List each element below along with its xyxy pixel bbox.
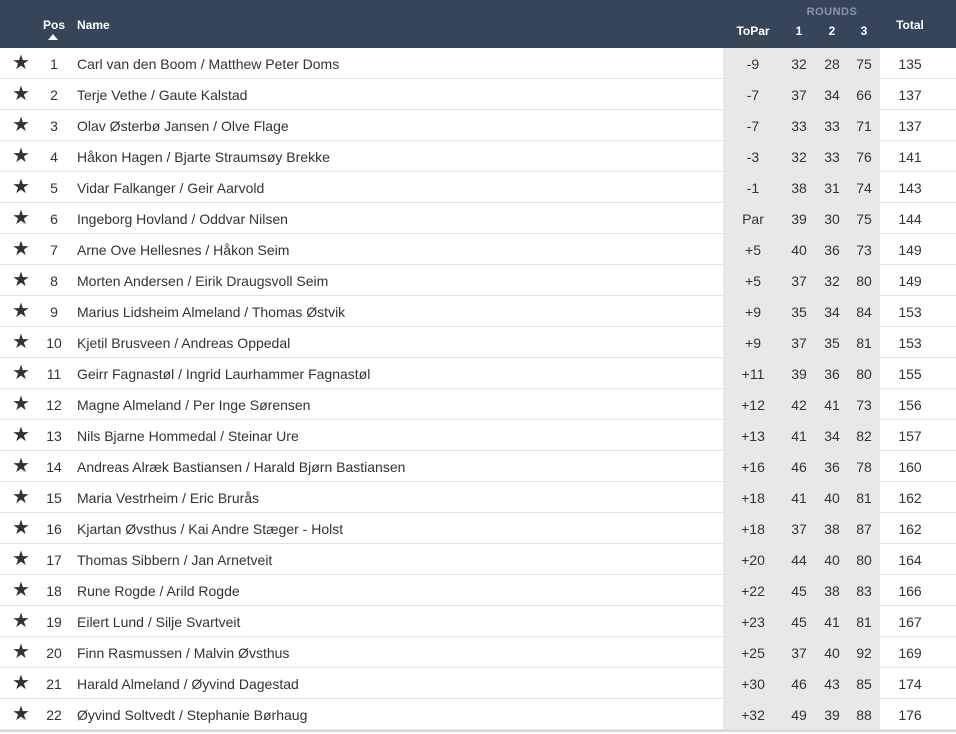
round-1-score-cell: 44 bbox=[791, 552, 807, 568]
total-score-cell: 137 bbox=[898, 87, 922, 103]
round-3-score-cell: 81 bbox=[856, 335, 872, 351]
round-1-score-cell: 32 bbox=[791, 149, 807, 165]
total-score-cell: 167 bbox=[898, 614, 922, 630]
round-1-score-cell: 42 bbox=[791, 397, 807, 413]
total-score-cell: 162 bbox=[898, 490, 922, 506]
position-cell: 6 bbox=[50, 211, 58, 227]
total-score-cell: 153 bbox=[898, 304, 922, 320]
table-row[interactable] bbox=[0, 234, 956, 265]
round-1-score-cell: 37 bbox=[791, 273, 807, 289]
round-3-score-cell: 75 bbox=[856, 211, 872, 227]
player-names-cell[interactable]: Nils Bjarne Hommedal / Steinar Ure bbox=[77, 428, 299, 444]
total-score-cell: 155 bbox=[898, 366, 922, 382]
round-2-score-cell: 36 bbox=[824, 366, 840, 382]
round-3-score-cell: 76 bbox=[856, 149, 872, 165]
star-icon[interactable]: ★ bbox=[12, 424, 30, 446]
star-icon[interactable]: ★ bbox=[12, 52, 30, 74]
round-3-score-cell: 73 bbox=[856, 242, 872, 258]
table-row[interactable] bbox=[0, 110, 956, 141]
total-score-cell: 143 bbox=[898, 180, 922, 196]
round-3-score-cell: 71 bbox=[856, 118, 872, 134]
round-2-score-cell: 32 bbox=[824, 273, 840, 289]
round-2-score-cell: 43 bbox=[824, 676, 840, 692]
table-row[interactable] bbox=[0, 606, 956, 637]
position-cell: 2 bbox=[50, 87, 58, 103]
position-cell: 10 bbox=[46, 335, 62, 351]
sort-ascending-arrow-icon[interactable] bbox=[48, 34, 58, 40]
round-1-score-cell: 37 bbox=[791, 87, 807, 103]
round-2-score-cell: 34 bbox=[824, 304, 840, 320]
player-names-cell[interactable]: Arne Ove Hellesnes / Håkon Seim bbox=[77, 242, 290, 258]
table-row[interactable] bbox=[0, 141, 956, 172]
player-names-cell[interactable]: Eilert Lund / Silje Svartveit bbox=[77, 614, 241, 630]
round-1-score-cell: 49 bbox=[791, 707, 807, 723]
table-body bbox=[0, 48, 956, 730]
player-names-cell[interactable]: Carl van den Boom / Matthew Peter Doms bbox=[77, 56, 340, 72]
round-3-score-cell: 78 bbox=[856, 459, 872, 475]
round-3-score-cell: 75 bbox=[856, 56, 872, 72]
star-icon[interactable]: ★ bbox=[12, 238, 30, 260]
to-par-cell: +9 bbox=[745, 304, 761, 320]
to-par-cell: +20 bbox=[741, 552, 765, 568]
total-score-cell: 149 bbox=[898, 242, 922, 258]
star-icon[interactable]: ★ bbox=[12, 486, 30, 508]
round-3-score-cell: 92 bbox=[856, 645, 872, 661]
column-header-round-2[interactable]: 2 bbox=[828, 24, 836, 38]
total-score-cell: 160 bbox=[898, 459, 922, 475]
to-par-cell: +16 bbox=[741, 459, 765, 475]
to-par-cell: +30 bbox=[741, 676, 765, 692]
table-row[interactable] bbox=[0, 420, 956, 451]
total-score-cell: 164 bbox=[898, 552, 922, 568]
round-3-score-cell: 84 bbox=[856, 304, 872, 320]
star-icon[interactable]: ★ bbox=[12, 548, 30, 570]
star-icon[interactable]: ★ bbox=[12, 300, 30, 322]
table-header bbox=[0, 0, 956, 48]
total-score-cell: 153 bbox=[898, 335, 922, 351]
to-par-cell: -9 bbox=[746, 56, 760, 72]
position-cell: 13 bbox=[46, 428, 62, 444]
round-1-score-cell: 38 bbox=[791, 180, 807, 196]
player-names-cell[interactable]: Geirr Fagnastøl / Ingrid Laurhammer Fagnastøl bbox=[77, 366, 371, 382]
to-par-cell: +22 bbox=[741, 583, 765, 599]
round-3-score-cell: 85 bbox=[856, 676, 872, 692]
total-score-cell: 156 bbox=[898, 397, 922, 413]
to-par-cell: +12 bbox=[741, 397, 765, 413]
column-header-name[interactable]: Name bbox=[77, 18, 110, 32]
round-1-score-cell: 37 bbox=[791, 335, 807, 351]
round-2-score-cell: 41 bbox=[824, 397, 840, 413]
table-row[interactable] bbox=[0, 296, 956, 327]
player-names-cell[interactable]: Thomas Sibbern / Jan Arnetveit bbox=[77, 552, 273, 568]
player-names-cell[interactable]: Olav Østerbø Jansen / Olve Flage bbox=[77, 118, 289, 134]
round-1-score-cell: 37 bbox=[791, 645, 807, 661]
position-cell: 20 bbox=[46, 645, 62, 661]
round-1-score-cell: 46 bbox=[791, 676, 807, 692]
round-1-score-cell: 39 bbox=[791, 211, 807, 227]
table-row[interactable] bbox=[0, 451, 956, 482]
star-icon[interactable]: ★ bbox=[12, 269, 30, 291]
to-par-cell: +5 bbox=[745, 242, 761, 258]
column-header-topar[interactable]: ToPar bbox=[736, 24, 770, 38]
player-names-cell[interactable]: Rune Rogde / Arild Rogde bbox=[77, 583, 240, 599]
player-names-cell[interactable]: Øyvind Soltvedt / Stephanie Børhaug bbox=[77, 707, 308, 723]
star-icon[interactable]: ★ bbox=[12, 610, 30, 632]
round-1-score-cell: 45 bbox=[791, 614, 807, 630]
position-cell: 1 bbox=[50, 56, 58, 72]
round-1-score-cell: 41 bbox=[791, 490, 807, 506]
column-header-round-1[interactable]: 1 bbox=[795, 24, 803, 38]
round-3-score-cell: 73 bbox=[856, 397, 872, 413]
table-row[interactable] bbox=[0, 203, 956, 234]
star-icon[interactable]: ★ bbox=[12, 176, 30, 198]
player-names-cell[interactable]: Ingeborg Hovland / Oddvar Nilsen bbox=[77, 211, 288, 227]
table-row[interactable] bbox=[0, 544, 956, 575]
position-cell: 14 bbox=[46, 459, 62, 475]
position-cell: 22 bbox=[46, 707, 62, 723]
round-1-score-cell: 37 bbox=[791, 521, 807, 537]
round-3-score-cell: 87 bbox=[856, 521, 872, 537]
position-cell: 11 bbox=[46, 366, 62, 382]
table-row[interactable] bbox=[0, 172, 956, 203]
player-names-cell[interactable]: Morten Andersen / Eirik Draugsvoll Seim bbox=[77, 273, 329, 289]
round-2-score-cell: 41 bbox=[824, 614, 840, 630]
to-par-cell: -1 bbox=[746, 180, 760, 196]
round-2-score-cell: 33 bbox=[824, 149, 840, 165]
star-icon[interactable]: ★ bbox=[12, 703, 30, 725]
column-group-rounds: ROUNDS bbox=[806, 6, 858, 18]
position-cell: 5 bbox=[50, 180, 58, 196]
position-cell: 19 bbox=[46, 614, 62, 630]
table-row[interactable] bbox=[0, 265, 956, 296]
position-cell: 12 bbox=[46, 397, 62, 413]
to-par-cell: Par bbox=[742, 211, 764, 227]
round-1-score-cell: 46 bbox=[791, 459, 807, 475]
to-par-cell: +32 bbox=[741, 707, 765, 723]
star-icon[interactable]: ★ bbox=[12, 393, 30, 415]
player-names-cell[interactable]: Kjartan Øvsthus / Kai Andre Stæger - Holst bbox=[77, 521, 344, 537]
table-bottom-border bbox=[0, 730, 956, 732]
total-score-cell: 162 bbox=[898, 521, 922, 537]
round-2-score-cell: 40 bbox=[824, 552, 840, 568]
to-par-cell: +25 bbox=[741, 645, 765, 661]
total-score-cell: 174 bbox=[898, 676, 922, 692]
position-cell: 15 bbox=[46, 490, 62, 506]
table-row[interactable] bbox=[0, 699, 956, 730]
star-icon[interactable]: ★ bbox=[12, 672, 30, 694]
player-names-cell[interactable]: Vidar Falkanger / Geir Aarvold bbox=[77, 180, 265, 196]
to-par-cell: +23 bbox=[741, 614, 765, 630]
star-icon[interactable]: ★ bbox=[12, 362, 30, 384]
round-2-score-cell: 31 bbox=[824, 180, 840, 196]
to-par-cell: +9 bbox=[745, 335, 761, 351]
star-icon[interactable]: ★ bbox=[12, 145, 30, 167]
round-3-score-cell: 80 bbox=[856, 273, 872, 289]
star-icon[interactable]: ★ bbox=[12, 207, 30, 229]
round-1-score-cell: 45 bbox=[791, 583, 807, 599]
position-cell: 21 bbox=[46, 676, 62, 692]
total-score-cell: 141 bbox=[898, 149, 922, 165]
player-names-cell[interactable]: Kjetil Brusveen / Andreas Oppedal bbox=[77, 335, 291, 351]
total-score-cell: 166 bbox=[898, 583, 922, 599]
to-par-cell: -7 bbox=[746, 118, 760, 134]
round-2-score-cell: 40 bbox=[824, 645, 840, 661]
round-3-score-cell: 66 bbox=[856, 87, 872, 103]
total-score-cell: 176 bbox=[898, 707, 922, 723]
player-names-cell[interactable]: Maria Vestrheim / Eric Brurås bbox=[77, 490, 260, 506]
round-2-score-cell: 30 bbox=[824, 211, 840, 227]
total-score-cell: 137 bbox=[898, 118, 922, 134]
round-3-score-cell: 81 bbox=[856, 614, 872, 630]
round-2-score-cell: 38 bbox=[824, 583, 840, 599]
player-names-cell[interactable]: Marius Lidsheim Almeland / Thomas Østvik bbox=[77, 304, 346, 320]
round-3-score-cell: 80 bbox=[856, 366, 872, 382]
round-2-score-cell: 35 bbox=[824, 335, 840, 351]
table-row[interactable] bbox=[0, 513, 956, 544]
round-2-score-cell: 40 bbox=[824, 490, 840, 506]
star-icon[interactable]: ★ bbox=[12, 641, 30, 663]
star-icon[interactable]: ★ bbox=[12, 517, 30, 539]
round-3-score-cell: 83 bbox=[856, 583, 872, 599]
star-icon[interactable]: ★ bbox=[12, 579, 30, 601]
round-1-score-cell: 32 bbox=[791, 56, 807, 72]
position-cell: 17 bbox=[46, 552, 62, 568]
round-3-score-cell: 88 bbox=[856, 707, 872, 723]
round-2-score-cell: 33 bbox=[824, 118, 840, 134]
star-icon[interactable]: ★ bbox=[12, 83, 30, 105]
round-3-score-cell: 80 bbox=[856, 552, 872, 568]
total-score-cell: 169 bbox=[898, 645, 922, 661]
player-names-cell[interactable]: Håkon Hagen / Bjarte Straumsøy Brekke bbox=[77, 149, 330, 165]
star-icon[interactable]: ★ bbox=[12, 114, 30, 136]
to-par-cell: -3 bbox=[746, 149, 760, 165]
round-1-score-cell: 41 bbox=[791, 428, 807, 444]
column-header-pos[interactable]: Pos bbox=[42, 18, 65, 32]
round-3-score-cell: 81 bbox=[856, 490, 872, 506]
round-1-score-cell: 39 bbox=[791, 366, 807, 382]
table-row[interactable] bbox=[0, 575, 956, 606]
to-par-cell: -7 bbox=[746, 87, 760, 103]
star-icon[interactable]: ★ bbox=[12, 455, 30, 477]
total-score-cell: 135 bbox=[898, 56, 922, 72]
round-2-score-cell: 36 bbox=[824, 459, 840, 475]
position-cell: 4 bbox=[50, 149, 58, 165]
to-par-cell: +18 bbox=[741, 521, 765, 537]
star-icon[interactable]: ★ bbox=[12, 331, 30, 353]
round-2-score-cell: 34 bbox=[824, 428, 840, 444]
total-score-cell: 157 bbox=[898, 428, 922, 444]
column-header-round-3[interactable]: 3 bbox=[860, 24, 868, 38]
position-cell: 16 bbox=[46, 521, 62, 537]
player-names-cell[interactable]: Terje Vethe / Gaute Kalstad bbox=[77, 87, 248, 103]
table-row[interactable] bbox=[0, 482, 956, 513]
column-header-total[interactable]: Total bbox=[896, 18, 924, 32]
round-3-score-cell: 82 bbox=[856, 428, 872, 444]
round-1-score-cell: 35 bbox=[791, 304, 807, 320]
player-names-cell[interactable]: Andreas Alræk Bastiansen / Harald Bjørn Bastiansen bbox=[77, 459, 406, 475]
position-cell: 18 bbox=[46, 583, 62, 599]
table-row[interactable] bbox=[0, 668, 956, 699]
player-names-cell[interactable]: Magne Almeland / Per Inge Sørensen bbox=[77, 397, 311, 413]
round-3-score-cell: 74 bbox=[856, 180, 872, 196]
table-row[interactable] bbox=[0, 79, 956, 110]
to-par-cell: +11 bbox=[741, 366, 765, 382]
table-row[interactable] bbox=[0, 48, 956, 79]
position-cell: 9 bbox=[50, 304, 58, 320]
table-row[interactable] bbox=[0, 358, 956, 389]
round-2-score-cell: 36 bbox=[824, 242, 840, 258]
position-cell: 8 bbox=[50, 273, 58, 289]
player-names-cell[interactable]: Harald Almeland / Øyvind Dagestad bbox=[77, 676, 299, 692]
to-par-cell: +13 bbox=[741, 428, 765, 444]
round-2-score-cell: 39 bbox=[824, 707, 840, 723]
table-row[interactable] bbox=[0, 389, 956, 420]
total-score-cell: 144 bbox=[898, 211, 922, 227]
round-2-score-cell: 34 bbox=[824, 87, 840, 103]
position-cell: 3 bbox=[50, 118, 58, 134]
round-1-score-cell: 33 bbox=[791, 118, 807, 134]
round-2-score-cell: 38 bbox=[824, 521, 840, 537]
player-names-cell[interactable]: Finn Rasmussen / Malvin Øvsthus bbox=[77, 645, 290, 661]
to-par-cell: +5 bbox=[745, 273, 761, 289]
total-score-cell: 149 bbox=[898, 273, 922, 289]
table-row[interactable] bbox=[0, 327, 956, 358]
to-par-cell: +18 bbox=[741, 490, 765, 506]
round-2-score-cell: 28 bbox=[824, 56, 840, 72]
round-1-score-cell: 40 bbox=[791, 242, 807, 258]
position-cell: 7 bbox=[50, 242, 58, 258]
table-row[interactable] bbox=[0, 637, 956, 668]
